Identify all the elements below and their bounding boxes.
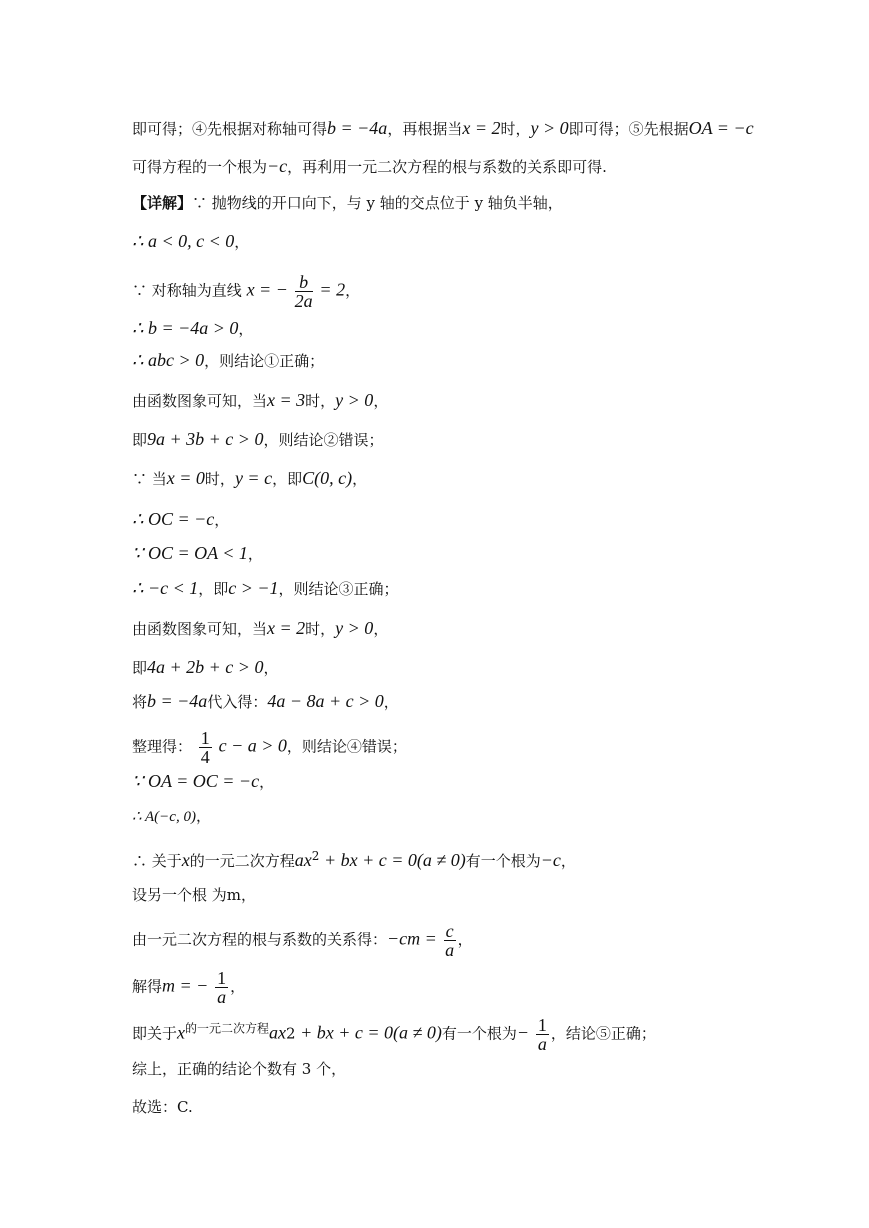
math-expression: c > −1	[228, 578, 279, 598]
text-run: ，则结论③正确；	[278, 580, 399, 598]
math-expression: x = −	[246, 279, 288, 300]
fraction-denominator: 2a	[294, 291, 313, 311]
math-expression: ∵ OC = OA < 1	[132, 543, 248, 563]
math-expression: ∴ a < 0, c < 0	[132, 231, 235, 251]
text-run: ，	[345, 281, 361, 300]
text-line	[132, 349, 324, 372]
text-line	[132, 508, 229, 531]
text-run: ，再利用一元二次方程的根与系数的关系即可得.	[287, 158, 607, 176]
math-expression: y = c	[234, 468, 273, 488]
text-run: 时，	[305, 392, 336, 410]
text-run: ，再根据当	[387, 120, 463, 138]
fraction-denominator: a	[445, 940, 455, 960]
text-run: 有一个根为	[441, 1024, 517, 1043]
text-line	[132, 273, 360, 310]
text-run: 时，	[305, 620, 336, 638]
math-expression: ∴ b = −4a > 0	[132, 318, 239, 338]
text-line	[132, 729, 407, 766]
text-run: ，则结论①正确；	[204, 352, 325, 370]
math-expression: x = 3	[267, 390, 306, 410]
math-expression: OA = −c	[688, 118, 754, 138]
text-run: ，	[383, 693, 399, 711]
text-run: ，	[195, 807, 211, 825]
text-run: 综上，正确的结论个数有 3 个，	[132, 1060, 347, 1078]
fraction-denominator: a	[217, 987, 227, 1007]
math-expression: b = −4a	[147, 691, 208, 711]
text-run: ，	[373, 392, 389, 410]
math-expression: −cm =	[387, 928, 437, 949]
math-expression: x = 2	[267, 618, 306, 638]
text-run: ，即	[198, 580, 229, 598]
text-run: ，	[263, 659, 279, 677]
section-label: 【详解】	[132, 194, 193, 212]
text-run: ，	[352, 470, 368, 488]
text-run: ，	[560, 852, 576, 870]
text-run: 即	[132, 659, 148, 677]
text-line	[132, 1096, 193, 1118]
math-expression: ax	[269, 1022, 287, 1043]
text-run: 由函数图象可知，当	[132, 620, 268, 638]
text-run: ，	[234, 233, 250, 251]
text-run: ∵ 对称轴为直线	[132, 281, 242, 300]
math-expression: 4a − 8a + c > 0	[267, 691, 384, 711]
text-line	[132, 542, 263, 565]
math-expression: + bx + c = 0(a ≠ 0)	[295, 1022, 442, 1043]
text-run: 可得方程的一个根为	[132, 158, 268, 176]
text-run: 由函数图象可知，当	[132, 392, 268, 410]
text-run: ，	[373, 620, 389, 638]
text-line	[132, 428, 383, 451]
math-expression: + bx + c = 0(a ≠ 0)	[319, 850, 466, 870]
text-run: 将	[132, 693, 148, 711]
math-expression: ∴ A(−c, 0)	[132, 809, 196, 825]
fraction	[215, 969, 228, 1006]
fraction	[295, 273, 313, 310]
text-line	[132, 389, 388, 412]
text-line	[132, 230, 249, 253]
text-line	[132, 577, 399, 600]
text-run: ，	[238, 320, 254, 338]
superscript: 的一元二次方程	[185, 1021, 270, 1036]
text-line	[132, 884, 256, 906]
fraction	[444, 922, 456, 959]
text-run: 由一元二次方程的根与系数的关系得：	[132, 930, 388, 949]
text-line	[132, 690, 399, 713]
text-run: 时，	[204, 470, 235, 488]
math-expression: C(0, c)	[302, 468, 353, 488]
math-expression: y > 0	[335, 618, 374, 638]
text-run: ∵ 当	[132, 470, 167, 488]
text-line	[132, 969, 245, 1006]
text-line	[132, 317, 253, 340]
text-run: 的一元二次方程	[189, 852, 295, 870]
text-line	[132, 467, 367, 490]
text-run: 即	[132, 431, 148, 449]
text-run: ，	[214, 511, 230, 529]
math-expression: −c	[267, 156, 288, 176]
math-expression: x = 0	[166, 468, 205, 488]
text-run: 即关于	[132, 1024, 178, 1043]
text-line	[132, 192, 563, 214]
text-run: 故选：C.	[132, 1098, 193, 1116]
superscript: 2	[311, 849, 320, 863]
math-expression: x = 2	[462, 118, 501, 138]
text-run: ∴ 关于	[132, 852, 182, 870]
text-run: ，	[457, 930, 473, 949]
fraction-numerator: c	[445, 921, 454, 941]
text-line	[132, 1016, 656, 1053]
text-run: ，结论⑤正确；	[550, 1024, 656, 1043]
text-run: 即可得；④先根据对称轴可得	[132, 120, 328, 138]
text-line	[132, 117, 754, 140]
text-run: ，	[259, 773, 275, 791]
math-expression: c − a > 0	[218, 735, 287, 756]
math-expression: y > 0	[335, 390, 374, 410]
text-run: ，即	[272, 470, 303, 488]
text-run: 即可得；⑤先根据	[568, 120, 689, 138]
fraction-denominator: 4	[200, 747, 210, 767]
text-line	[132, 1058, 346, 1080]
fraction-numerator: b	[295, 273, 313, 292]
math-expression: −c	[540, 850, 561, 870]
text-line	[132, 656, 278, 679]
text-run: ∵ 抛物线的开口向下，与 y 轴的交点位于 y 轴负半轴，	[192, 194, 563, 212]
math-expression: 4a + 2b + c > 0	[147, 657, 264, 677]
text-run: ，	[230, 977, 246, 996]
math-expression: ∴ −c < 1	[132, 578, 199, 598]
math-expression: ax	[294, 850, 312, 870]
math-expression: x	[181, 850, 190, 870]
math-expression: b = −4a	[327, 118, 388, 138]
text-line	[132, 155, 607, 178]
text-run: ，	[247, 545, 263, 563]
math-expression: y > 0	[530, 118, 569, 138]
text-line	[132, 845, 576, 872]
math-expression: = 2	[319, 279, 346, 300]
math-expression: −	[516, 1022, 530, 1043]
fraction-numerator: 1	[217, 968, 227, 988]
text-run: 整理得：	[132, 737, 193, 756]
text-run: 2	[286, 1024, 296, 1043]
text-run: ，则结论④错误；	[286, 737, 407, 756]
text-run: 代入得：	[207, 693, 268, 711]
math-expression: ∴ abc > 0	[132, 350, 205, 370]
math-expression: ∴ OC = −c	[132, 509, 215, 529]
text-run: 有一个根为	[465, 852, 541, 870]
text-run: 解得	[132, 977, 163, 996]
fraction-numerator: 1	[200, 728, 210, 748]
fraction-denominator: a	[537, 1034, 547, 1054]
math-expression: ∵ OA = OC = −c	[132, 771, 260, 791]
text-line	[132, 617, 388, 640]
text-run: 时，	[500, 120, 531, 138]
math-expression: 9a + 3b + c > 0	[147, 429, 264, 449]
fraction	[199, 729, 212, 766]
fraction-numerator: 1	[537, 1015, 547, 1035]
text-line	[132, 770, 274, 793]
math-expression: x	[177, 1022, 186, 1043]
math-expression: m = −	[162, 975, 209, 996]
text-run: ，则结论②错误；	[263, 431, 384, 449]
text-line	[132, 805, 211, 828]
fraction	[536, 1016, 549, 1053]
text-run: 设另一个根 为m，	[132, 886, 256, 904]
text-line	[132, 922, 473, 959]
